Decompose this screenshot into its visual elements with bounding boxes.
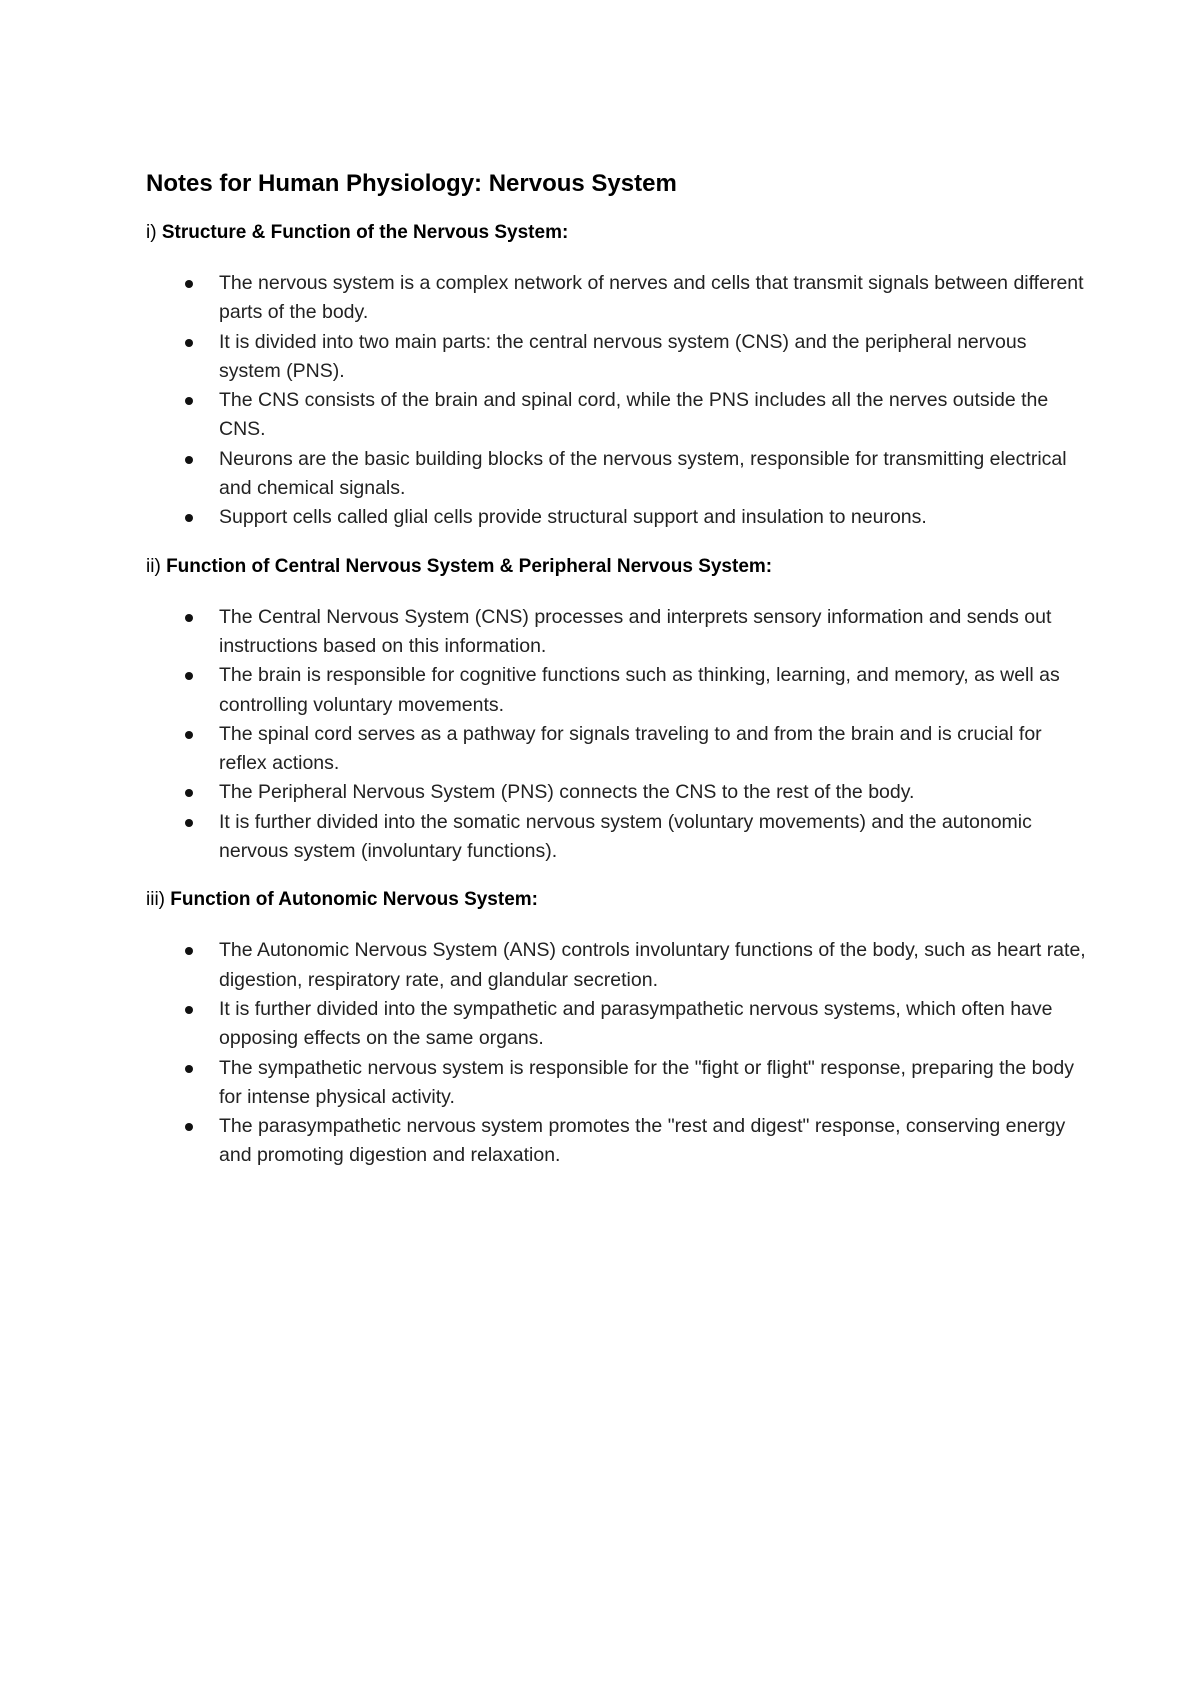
bullet-icon — [185, 280, 193, 288]
bullet-icon — [185, 819, 193, 827]
section-heading-label: Structure & Function of the Nervous System: — [161, 222, 569, 243]
bullet-icon — [185, 731, 193, 739]
bullet-item — [146, 328, 1086, 387]
section-number: ii) — [146, 555, 161, 577]
bullet-item — [146, 995, 1086, 1054]
bullet-icon — [185, 1006, 193, 1014]
bullet-item — [146, 1054, 1086, 1113]
bullet-text: The sympathetic nervous system is responsible for the "fight or flight" response, preparing the body for intense physical activity. — [219, 1056, 1074, 1108]
section-heading-label: Function of Central Nervous System & Peripheral Nervous System: — [166, 555, 773, 577]
bullet-text: It is further divided into the sympathetic and parasympathetic nervous systems, which often have opposing effects on the same organs. — [219, 997, 1053, 1050]
bullet-list — [146, 269, 1086, 533]
section-number: iii) — [146, 889, 165, 911]
bullet-item — [146, 603, 1086, 662]
section-cns-pns — [146, 554, 1086, 867]
bullet-item — [146, 503, 1086, 532]
bullet-icon — [185, 1123, 193, 1131]
bullet-text: Support cells called glial cells provide structural support and insulation to neurons. — [219, 506, 927, 529]
document-content — [146, 168, 1086, 1192]
bullet-icon — [185, 614, 193, 622]
bullet-item — [146, 269, 1086, 328]
bullet-icon — [185, 1065, 193, 1073]
bullet-text: It is further divided into the somatic nervous system (voluntary movements) and the autonomic nervous system (involuntary functions). — [219, 810, 1032, 863]
bullet-icon — [185, 339, 193, 347]
bullet-icon — [185, 947, 193, 955]
section-heading — [146, 554, 1086, 580]
bullet-icon — [185, 456, 193, 464]
bullet-icon — [185, 397, 193, 405]
bullet-list — [146, 603, 1086, 867]
bullet-item — [146, 1112, 1086, 1171]
bullet-list — [146, 936, 1086, 1170]
section-heading — [146, 220, 1086, 246]
bullet-text: The Autonomic Nervous System (ANS) controls involuntary functions of the body, such as heart rate, digestion, respiratory rate, and glandular secretion. — [219, 939, 1086, 991]
bullet-icon — [185, 789, 193, 797]
bullet-item — [146, 720, 1086, 779]
bullet-icon — [185, 514, 193, 522]
bullet-text: It is divided into two main parts: the central nervous system (CNS) and the peripheral nervous system (PNS). — [219, 330, 1027, 382]
bullet-item — [146, 386, 1086, 445]
bullet-text: The nervous system is a complex network of nerves and cells that transmit signals between different parts of the body. — [219, 272, 1084, 324]
bullet-item — [146, 778, 1086, 807]
document-title: Notes for Human Physiology: Nervous System — [146, 170, 677, 197]
bullet-text: The brain is responsible for cognitive functions such as thinking, learning, and memory, as well as controlling voluntary movements. — [219, 664, 1060, 716]
bullet-item — [146, 445, 1086, 504]
bullet-item — [146, 661, 1086, 720]
bullet-text: The parasympathetic nervous system promotes the "rest and digest" response, conserving energy and promoting digestion and relaxation. — [219, 1115, 1066, 1167]
section-heading — [146, 887, 1086, 913]
bullet-text: The spinal cord serves as a pathway for signals traveling to and from the brain and is crucial for reflex actions. — [219, 722, 1042, 775]
bullet-item — [146, 936, 1086, 995]
bullet-text: The Peripheral Nervous System (PNS) connects the CNS to the rest of the body. — [219, 781, 915, 804]
bullet-icon — [185, 672, 193, 680]
section-heading-label: Function of Autonomic Nervous System: — [170, 889, 538, 911]
bullet-text: The Central Nervous System (CNS) processes and interprets sensory information and sends out instructions based on this information. — [219, 605, 1052, 657]
section-number: i) — [146, 222, 157, 243]
section-structure-function — [146, 220, 1086, 533]
bullet-item — [146, 808, 1086, 867]
bullet-text: Neurons are the basic building blocks of the nervous system, responsible for transmitting electrical and chemical signals. — [219, 447, 1067, 500]
section-autonomic — [146, 887, 1086, 1170]
bullet-text: The CNS consists of the brain and spinal cord, while the PNS includes all the nerves outside the CNS. — [219, 389, 1049, 441]
